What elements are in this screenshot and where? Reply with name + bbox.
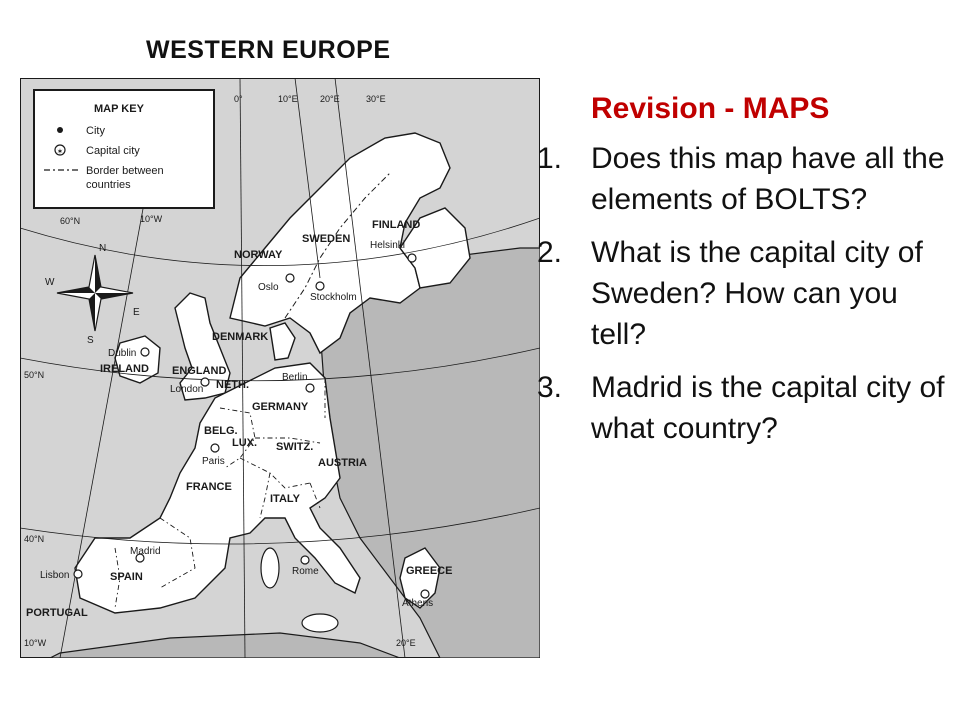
- question-list: [535, 138, 955, 449]
- city-berlin: Berlin: [282, 372, 308, 383]
- lon-label-30e: 30°E: [366, 94, 386, 104]
- question-text: What is the capital city of Sweden? How can you tell?: [591, 236, 923, 351]
- lon-label-20e: 20°E: [320, 94, 340, 104]
- lon-label-20e-bottom: 20°E: [396, 638, 416, 648]
- country-england: ENGLAND: [172, 365, 227, 377]
- sardinia-land: [261, 548, 279, 588]
- city-london: London: [170, 384, 204, 395]
- lon-label-10e: 10°E: [278, 94, 298, 104]
- city-oslo: Oslo: [258, 282, 279, 293]
- country-austria: AUSTRIA: [318, 457, 367, 469]
- question-item-2: [535, 232, 955, 355]
- lon-label-10w-bottom: 10°W: [24, 638, 47, 648]
- country-finland: FINLAND: [372, 219, 421, 231]
- country-greece: GREECE: [406, 565, 453, 577]
- capital-marker-rome: [301, 556, 309, 564]
- country-portugal: PORTUGAL: [26, 607, 88, 619]
- country-switzerland: SWITZ.: [276, 441, 314, 453]
- map-key-border-label: Border between countries: [86, 165, 164, 191]
- city-symbol-icon: [57, 127, 63, 133]
- city-helsinki: Helsinki: [370, 240, 406, 251]
- question-text: Madrid is the capital city of what country?: [591, 371, 945, 445]
- capital-star-icon: ✶: [56, 147, 64, 156]
- western-europe-map: [20, 78, 540, 658]
- question-number: 2.: [537, 236, 563, 269]
- map-key-heading: MAP KEY: [94, 103, 144, 115]
- ireland-land: [115, 336, 160, 383]
- city-stockholm: Stockholm: [310, 292, 357, 303]
- capital-marker-athens: [421, 590, 429, 598]
- lat-label-50: 50°N: [24, 370, 45, 380]
- question-item-3: [535, 367, 955, 449]
- question-number: 3.: [537, 371, 563, 404]
- capital-marker-dublin: [141, 348, 149, 356]
- country-ireland: IRELAND: [100, 363, 149, 375]
- country-spain: SPAIN: [110, 571, 143, 583]
- country-germany: GERMANY: [252, 401, 309, 413]
- compass-s: S: [87, 335, 94, 346]
- country-netherlands: NETH.: [216, 379, 249, 391]
- revision-panel: [535, 92, 955, 461]
- capital-marker-oslo: [286, 274, 294, 282]
- country-luxembourg: LUX.: [232, 437, 258, 449]
- city-dublin: Dublin: [108, 348, 137, 359]
- capital-marker-stockholm: [316, 282, 324, 290]
- lat-label-60: 60°N: [60, 216, 81, 226]
- country-italy: ITALY: [270, 493, 300, 505]
- question-number: 1.: [537, 142, 563, 175]
- country-belgium: BELG.: [204, 425, 238, 437]
- city-paris: Paris: [202, 456, 225, 467]
- city-athens: Athens: [402, 598, 434, 609]
- city-rome: Rome: [292, 566, 319, 577]
- compass-w: W: [45, 277, 55, 288]
- panel-title: Revision - MAPS: [591, 92, 830, 125]
- lat-label-40: 40°N: [24, 534, 45, 544]
- city-madrid: Madrid: [130, 546, 161, 557]
- country-sweden: SWEDEN: [302, 233, 351, 245]
- map-key-capital-label: Capital city: [86, 145, 140, 157]
- map-title: WESTERN EUROPE: [146, 36, 391, 64]
- city-lisbon: Lisbon: [40, 570, 70, 581]
- compass-n: N: [99, 243, 107, 254]
- country-norway: NORWAY: [234, 249, 283, 261]
- country-denmark: DENMARK: [212, 331, 269, 343]
- compass-e: E: [133, 307, 140, 318]
- lon-label-10w-top: 10°W: [140, 214, 163, 224]
- map-key-city-label: City: [86, 125, 105, 137]
- capital-marker-helsinki: [408, 254, 416, 262]
- capital-marker-berlin: [306, 384, 314, 392]
- capital-marker-paris: [211, 444, 219, 452]
- map-key: [34, 90, 214, 208]
- question-text: Does this map have all the elements of BOLTS?: [591, 142, 945, 216]
- lon-label-0: 0°: [234, 94, 243, 104]
- capital-marker-lisbon: [74, 570, 82, 578]
- question-item-1: [535, 138, 955, 220]
- country-france: FRANCE: [186, 481, 232, 493]
- sicily-land: [302, 614, 338, 632]
